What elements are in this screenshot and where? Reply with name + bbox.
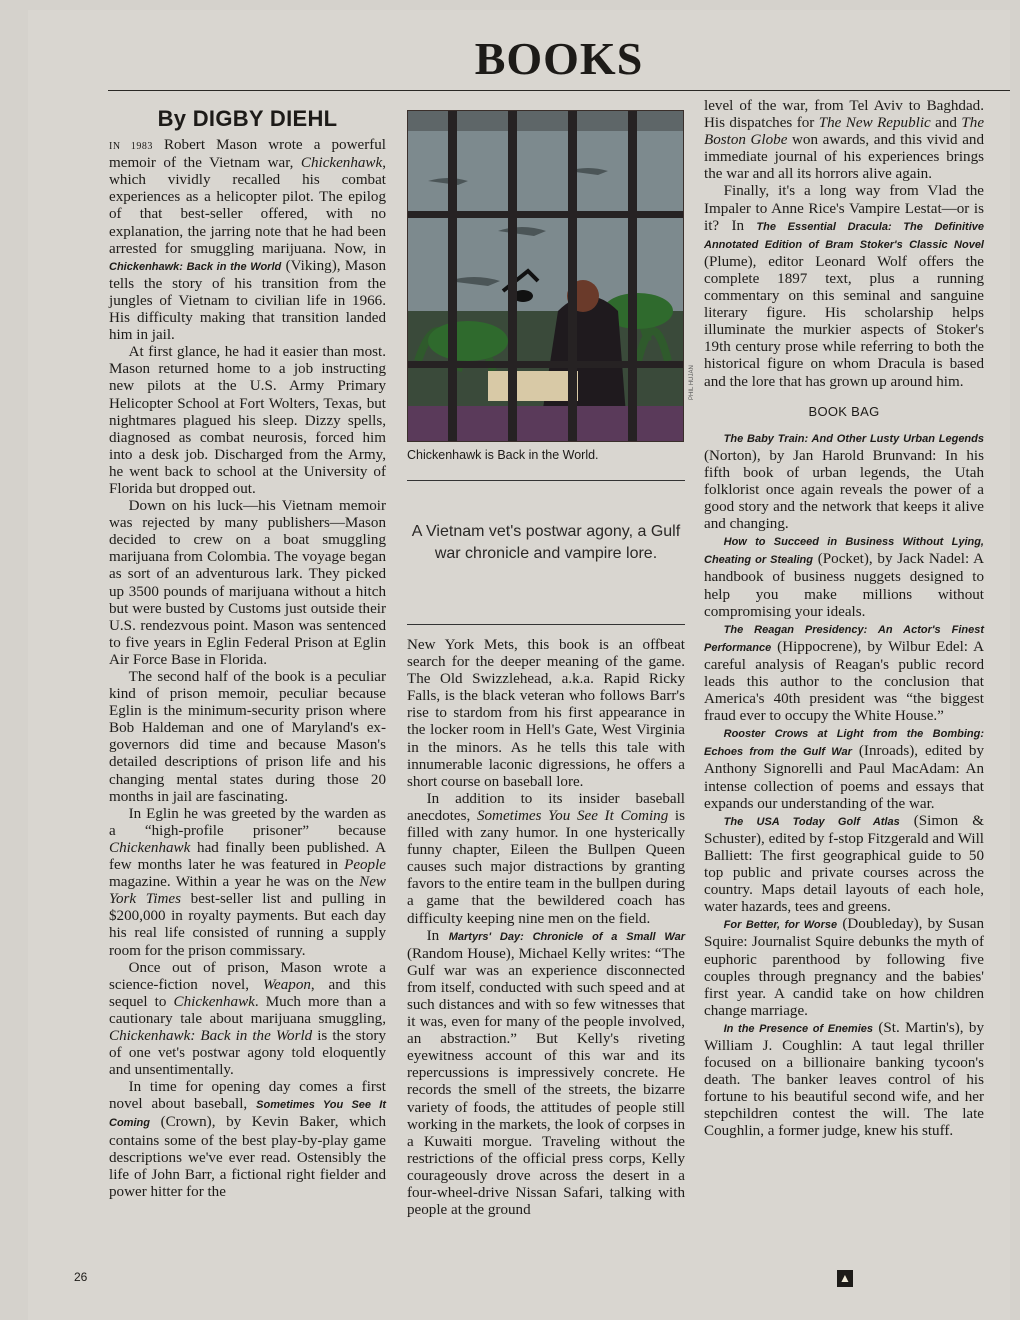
pull-quote [407, 480, 685, 625]
paragraph: At first glance, he had it easier than most. Mason returned home to a job instructing new pilots at the U.S. Army Primary Helicopter School at Fort Wolters, Texas, but nightmares plagued his sleep. Dizzy spells, diagnosed as combat neurosis, forced him into a desk job. Discharged from the Army, he went back to school at the University of Florida but dropped out. [109, 344, 386, 497]
paragraph: Down on his luck—his Vietnam memoir was rejected by many publishers—Mason decided to crew on a boat smuggling marijuana from Colombia. The voyage began as sort of an adventurous lark. They picked up 3500 pounds of marijuana without a hitch but were busted by Customs just outside their U.S. rendezvous point. Mason was sentenced to five years in Eglin Federal Prison at Eglin Air Force Base in Florida. [109, 498, 386, 668]
paragraph: In Eglin he was greeted by the warden as a “high-profile prisoner” because Chickenhawk had finally been published. A few months later he was featured in People magazine. Within a year he was on the New York Times best-seller list and pulling in $200,000 in royalty payments. But each day his real life consisted of running a supply room for the prison commissary. [109, 805, 386, 959]
book-bag-entry: The Baby Train: And Other Lusty Urban Legends (Norton), by Jan Harold Brunvand: In his fifth book of urban legends, the Utah folklorist once again reveals the power of a good story and the network that keeps it alive and changing. [704, 432, 984, 533]
section-header [108, 32, 1010, 91]
page-number: 26 [74, 1270, 88, 1284]
book-bag-entry: The USA Today Golf Atlas (Simon & Schuster), edited by f-stop Fitzgerald and Will Balliett: The first geographical guide to 50 top public and private courses across the country. Maps detail layouts of each hole, water hazards, tees and greens. [704, 812, 984, 916]
column-3 [704, 98, 984, 1141]
paragraph: In addition to its insider baseball anecdotes, Sometimes You See It Coming is filled with zany humor. In one hysterically funny chapter, Eileen the Bullpen Queen causes such major distractions by granting favors to the entire team in the bullpen during a game that the bewildered coach has difficulty keeping nine men on the field. [407, 790, 686, 927]
book-bag-entry: For Better, for Worse (Doubleday), by Susan Squire: Journalist Squire debunks the myth of euphoric parenthood by following five couples through pregnancy and the babies' first year. A candid take on how children change marriage. [704, 916, 984, 1019]
book-bag-heading: BOOK BAG [808, 403, 880, 419]
illustration [407, 110, 684, 442]
magazine-page [28, 10, 1010, 1320]
illustration-art [408, 111, 683, 441]
book-bag-entry: In the Presence of Enemies (St. Martin's), by William J. Coughlin: A taut legal thriller focused on a billionaire banking tycoon's death. The banker leaves control of his fortune to his beautiful second wife, and her stepchildren contest the will. The late Coughlin, a former judge, knew his stuff. [704, 1019, 984, 1140]
book-bag-entry: Rooster Crows at Light from the Bombing: Echoes from the Gulf War (Inroads), edited by Anthony Signorelli and Paul MacAdam: An intense collection of poems and essays that expands our understanding of the war. [704, 728, 985, 812]
rabbit-head-icon: ▲ [837, 1270, 853, 1287]
column-2 [407, 637, 685, 1219]
pull-quote-text: A Vietnam vet's postwar agony, a Gulf war chronicle and vampire lore. [411, 523, 681, 562]
column-1 [109, 102, 386, 1201]
illustration-caption: Chickenhawk is Back in the World. [407, 448, 599, 462]
paragraph: IN 1983 Robert Mason wrote a powerful memoir of the Vietnam war, Chickenhawk, which vividly recalled his combat experiences as a helicopter pilot. The epilog of that best-seller offered, with no explanation, the jarring note that he had been arrested for smuggling marijuana. Now, in Chickenhawk: Back in the World (Viking), Mason tells the story of his transition from the jungles of Vietnam to civilian life in 1966. His difficulty making that transition landed him in jail. [109, 137, 386, 344]
end-mark [837, 1269, 853, 1287]
photo-credit: PHIL HUJAN [689, 365, 695, 400]
section-title: BOOKS [474, 33, 644, 84]
book-bag-entry: How to Succeed in Business Without Lying, Cheating or Stealing (Pocket), by Jack Nadel: A handbook of business nuggets designed to help you make millions without compromising your ideals. [704, 536, 984, 620]
paragraph: Finally, it's a long way from Vlad the Impaler to Anne Rice's Vampire Lestat—or is it? In The Essential Dracula: The Definitive Annotated Edition of Bram Stoker's Classic Novel (Plume), editor Leonard Wolf offers the complete 1897 text, plus a running commentary on this seminal and sanguine literary figure. His scholarship helps illuminate the murkier aspects of Stoker's 19th century prose while referring to both the historical figure on whom Dracula is based and the lore that has grown up around him. [704, 183, 984, 390]
paragraph: level of the war, from Tel Aviv to Baghdad. His dispatches for The New Republic and The Boston Globe won awards, and this vivid and immediate journal of his experiences brings the war and all its horrors alive again. [704, 98, 985, 183]
paragraph: Once out of prison, Mason wrote a science-fiction novel, Weapon, and this sequel to Chickenhawk. Much more than a cautionary tale about marijuana smuggling, Chickenhawk: Back in the World is the story of one vet's postwar agony told eloquently and unsentimentally. [109, 959, 386, 1079]
paragraph: In Martyrs' Day: Chronicle of a Small War (Random House), Michael Kelly writes: “The Gulf war was an experience disconnected from itself, conducted with such speed and at such distances and with so few witnesses that it was, even for many of the people involved, an abstraction.” But Kelly's riveting eyewitness account of this war and its repercussions is impressively concrete. He records the smell of the streets, the bizarre variety of foods, the attitudes of people still working in the markets, the look of corpses in a Kuwaiti morgue. Traveling without the restrictions of the official press corps, Kelly courageously drove across the desert in a four-wheel-drive Nissan Safari, talking with people at the ground [407, 927, 685, 1219]
byline: By DIGBY DIEHL [157, 106, 338, 131]
paragraph: The second half of the book is a peculiar kind of prison memoir, peculiar because Eglin is the minimum-security prison where Bob Haldeman and one of Maryland's ex-governors did time and because Mason's detailed descriptions of prison life and his changing mental states during those 20 months in jail are fascinating. [109, 669, 386, 805]
paragraph: In time for opening day comes a first novel about baseball, Sometimes You See It Coming (Crown), by Kevin Baker, which contains some of the best play-by-play game descriptions we've ever read. Ostensibly the life of John Barr, a fictional right fielder and power hitter for the [109, 1079, 386, 1200]
paragraph: New York Mets, this book is an offbeat search for the deeper meaning of the game. The Old Swizzlehead, a.k.a. Rapid Ricky Falls, is the black veteran who follows Barr's rise to stardom from his first appearance in the locker room in Hell's Gate, West Virginia in the minors. As he tells this tale with innumerable laconic digressions, he offers a short course on baseball lore. [407, 637, 685, 790]
book-bag-entry: The Reagan Presidency: An Actor's Finest Performance (Hippocrene), by Wilbur Edel: A careful analysis of Reagan's public record leads this author to the conclusion that America's 40th president was “the biggest fraud ever to occupy the White House.” [704, 623, 984, 725]
